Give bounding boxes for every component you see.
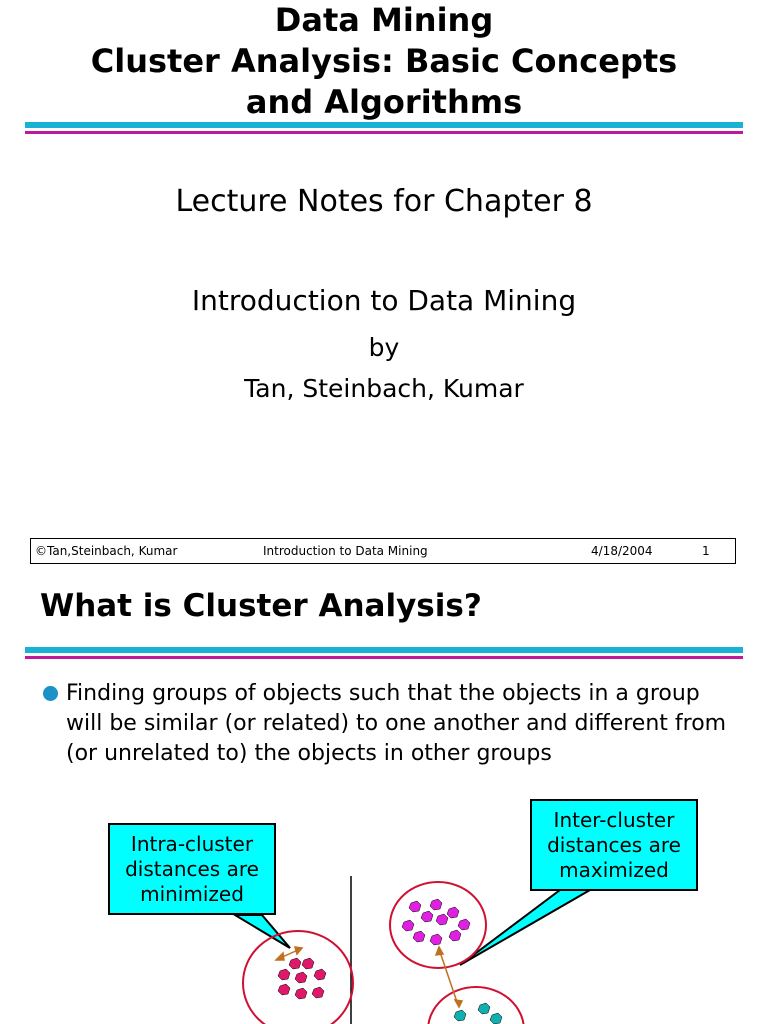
slide1-title	[0, 0, 768, 123]
intra-cluster-callout: Intra-cluster distances are minimized	[108, 823, 276, 915]
cluster-top-points	[402, 899, 470, 945]
inter-distance-arrow	[436, 947, 462, 1007]
slide1-rule-cyan	[25, 122, 743, 128]
slide1-rule-magenta	[25, 131, 743, 134]
inter-cluster-callout: Inter-cluster distances are maximized	[530, 799, 698, 891]
slide1-book-title: Introduction to Data Mining	[191, 284, 577, 317]
slide1-subtitle: Lecture Notes for Chapter 8	[175, 184, 593, 219]
cluster-outline-bottom	[428, 987, 524, 1024]
footer-date: 4/18/2004	[591, 544, 653, 558]
slide1-title-line1: Data Mining	[274, 1, 494, 39]
cluster-left-points	[278, 958, 326, 999]
bullet-icon	[43, 686, 58, 701]
slide1-title-line2: Cluster Analysis: Basic Concepts	[90, 42, 678, 80]
slide1-authors: Tan, Steinbach, Kumar	[244, 374, 524, 403]
footer-page-number: 1	[702, 544, 710, 558]
cluster-bottom-points	[454, 1003, 502, 1024]
inter-callout-pointer	[460, 890, 590, 965]
footer-copyright: ©Tan,Steinbach, Kumar	[35, 544, 178, 558]
slide1-by: by	[368, 333, 400, 362]
slide2-rule-magenta	[25, 656, 743, 659]
intra-distance-arrow	[276, 947, 302, 960]
slide2-rule-cyan	[25, 647, 743, 653]
footer-course: Introduction to Data Mining	[263, 544, 428, 558]
slide1-footer	[30, 538, 736, 564]
slide1-title-line3: and Algorithms	[245, 83, 523, 121]
slide2-title: What is Cluster Analysis?	[40, 588, 482, 624]
slide2-bullet-text: Finding groups of objects such that the objects in a group will be similar (or related) to one another and different from (or unrelated to) the objects in other groups	[66, 681, 727, 766]
